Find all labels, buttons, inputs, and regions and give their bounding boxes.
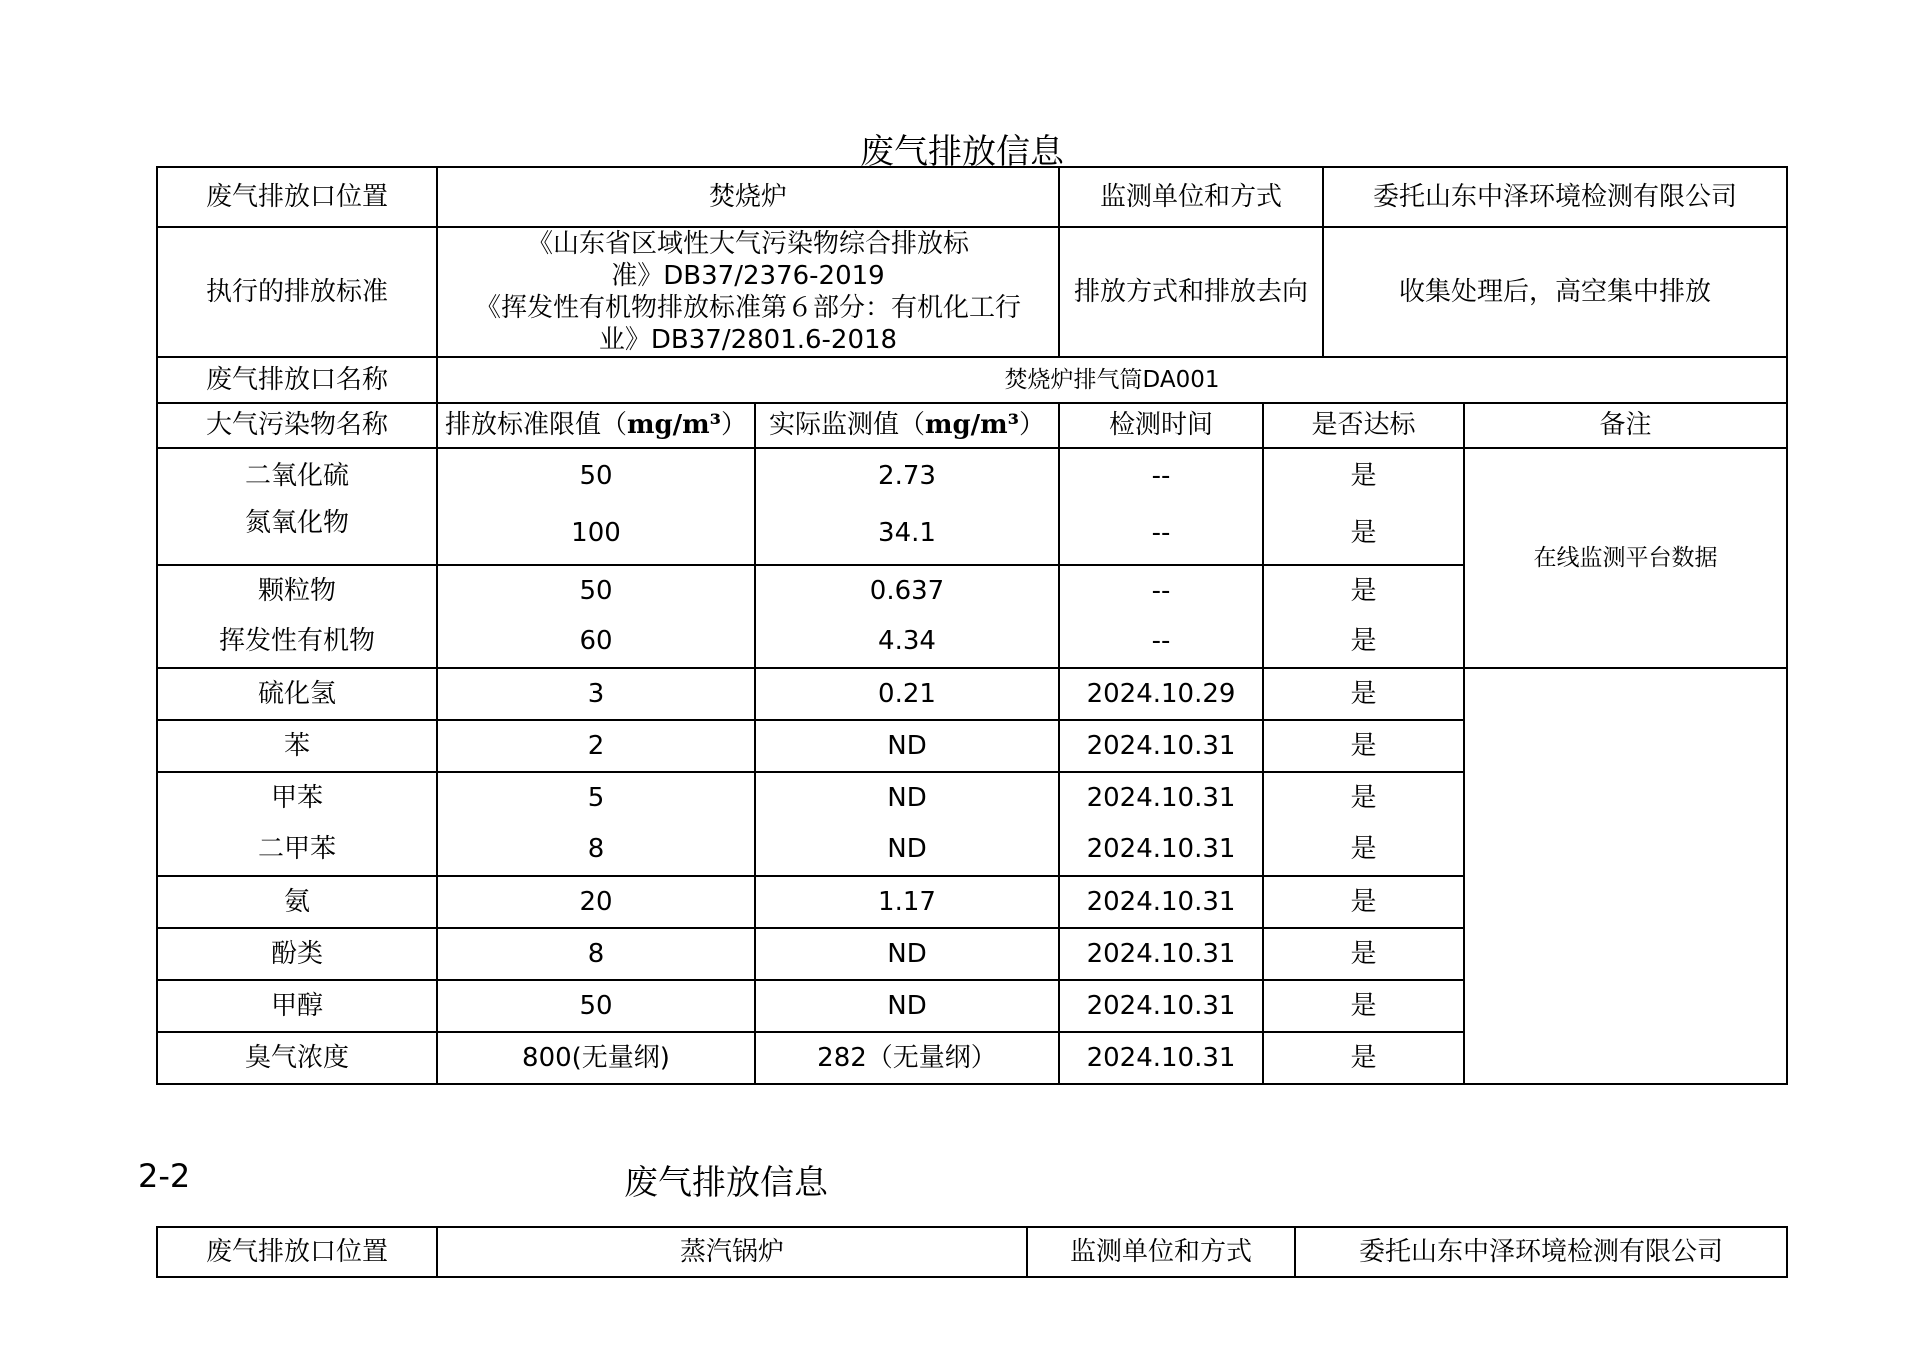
- pollutant-name: 二甲苯: [157, 824, 437, 876]
- actual-value: ND: [755, 928, 1059, 980]
- actual-value: ND: [755, 824, 1059, 876]
- header-pollutant: 大气污染物名称: [157, 403, 437, 448]
- test-time: --: [1059, 565, 1263, 616]
- test-time: 2024.10.31: [1059, 824, 1263, 876]
- pollutant-name: 甲苯: [157, 772, 437, 824]
- pollutant-name: 氨: [157, 876, 437, 928]
- test-time: 2024.10.31: [1059, 772, 1263, 824]
- actual-value: 282（无量纲）: [755, 1032, 1059, 1084]
- compliant-value: 是: [1263, 980, 1464, 1032]
- actual-value: ND: [755, 772, 1059, 824]
- actual-value: 2.73: [755, 448, 1059, 503]
- pollutant-name: 颗粒物: [157, 565, 437, 616]
- compliant-value: 是: [1263, 616, 1464, 668]
- test-time: 2024.10.31: [1059, 980, 1263, 1032]
- compliant-value: 是: [1263, 503, 1464, 565]
- standard-line-2: 准》DB37/2376-2019: [611, 261, 885, 291]
- test-time: --: [1059, 616, 1263, 668]
- actual-value: 4.34: [755, 616, 1059, 668]
- monitor-label: 监测单位和方式: [1059, 167, 1323, 227]
- compliant-value: 是: [1263, 448, 1464, 503]
- limit-value: 50: [437, 980, 755, 1032]
- pollutant-name: 酚类: [157, 928, 437, 980]
- discharge-label: 排放方式和排放去向: [1059, 227, 1323, 357]
- actual-value: ND: [755, 720, 1059, 772]
- compliant-value: 是: [1263, 668, 1464, 720]
- pollutant-name: 挥发性有机物: [157, 616, 437, 668]
- actual-value: ND: [755, 980, 1059, 1032]
- pollutant-name: 臭气浓度: [157, 1032, 437, 1084]
- limit-value: 50: [437, 448, 755, 503]
- limit-value: 8: [437, 928, 755, 980]
- monitor-label: 监测单位和方式: [1027, 1227, 1295, 1277]
- compliant-value: 是: [1263, 1032, 1464, 1084]
- standard-value: [437, 227, 1059, 357]
- monitor-value: 委托山东中泽环境检测有限公司: [1323, 167, 1787, 227]
- limit-value: 100: [437, 503, 755, 565]
- limit-value: 3: [437, 668, 755, 720]
- outlet-position-label: 废气排放口位置: [157, 1227, 437, 1277]
- standard-label: 执行的排放标准: [157, 227, 437, 357]
- discharge-value: 收集处理后，高空集中排放: [1323, 227, 1787, 357]
- header-time: 检测时间: [1059, 403, 1263, 448]
- test-time: 2024.10.31: [1059, 720, 1263, 772]
- header-actual: 实际监测值（mg/m³）: [755, 403, 1059, 448]
- test-time: --: [1059, 503, 1263, 565]
- outlet-position-label: 废气排放口位置: [157, 167, 437, 227]
- compliant-value: 是: [1263, 876, 1464, 928]
- pollutant-name: 甲醇: [157, 980, 437, 1032]
- pollutant-name: 苯: [157, 720, 437, 772]
- outlet-name-value: 焚烧炉排气筒DA001: [437, 357, 1787, 403]
- actual-value: 0.21: [755, 668, 1059, 720]
- standard-line-3: 《挥发性有机物排放标准第６部分：有机化工行: [474, 293, 1021, 323]
- header-compliant: 是否达标: [1263, 403, 1464, 448]
- remark-online: 在线监测平台数据: [1464, 448, 1787, 668]
- limit-value: 2: [437, 720, 755, 772]
- compliant-value: 是: [1263, 824, 1464, 876]
- actual-value: 0.637: [755, 565, 1059, 616]
- monitor-value: 委托山东中泽环境检测有限公司: [1295, 1227, 1787, 1277]
- standard-line-1: 《山东省区域性大气污染物综合排放标: [526, 229, 969, 259]
- table-row: [157, 668, 1787, 720]
- limit-value: 5: [437, 772, 755, 824]
- compliant-value: 是: [1263, 772, 1464, 824]
- emission-table-2: [156, 1226, 1788, 1278]
- limit-value: 800(无量纲): [437, 1032, 755, 1084]
- standard-line-4: 业》DB37/2801.6-2018: [598, 325, 898, 355]
- header-remark: 备注: [1464, 403, 1787, 448]
- section2-number: 2-2: [138, 1157, 191, 1195]
- outlet-name-label: 废气排放口名称: [157, 357, 437, 403]
- remark-empty: [1464, 668, 1787, 1084]
- section1-title: 废气排放信息: [860, 132, 1064, 172]
- pollutant-name: 硫化氢: [157, 668, 437, 720]
- section2-title: 废气排放信息: [624, 1163, 828, 1203]
- pollutant-name: 氮氧化物: [157, 503, 437, 565]
- outlet-position-value: 蒸汽锅炉: [437, 1227, 1027, 1277]
- emission-table-1: [156, 166, 1788, 1085]
- limit-value: 8: [437, 824, 755, 876]
- compliant-value: 是: [1263, 928, 1464, 980]
- test-time: 2024.10.31: [1059, 876, 1263, 928]
- outlet-position-value: 焚烧炉: [437, 167, 1059, 227]
- header-limit: 排放标准限值（mg/m³）: [437, 403, 755, 448]
- limit-value: 20: [437, 876, 755, 928]
- limit-value: 60: [437, 616, 755, 668]
- test-time: 2024.10.31: [1059, 928, 1263, 980]
- pollutant-name: 二氧化硫: [157, 448, 437, 503]
- test-time: 2024.10.31: [1059, 1032, 1263, 1084]
- table-row: [157, 448, 1787, 503]
- limit-value: 50: [437, 565, 755, 616]
- actual-value: 1.17: [755, 876, 1059, 928]
- actual-value: 34.1: [755, 503, 1059, 565]
- test-time: 2024.10.29: [1059, 668, 1263, 720]
- compliant-value: 是: [1263, 565, 1464, 616]
- test-time: --: [1059, 448, 1263, 503]
- compliant-value: 是: [1263, 720, 1464, 772]
